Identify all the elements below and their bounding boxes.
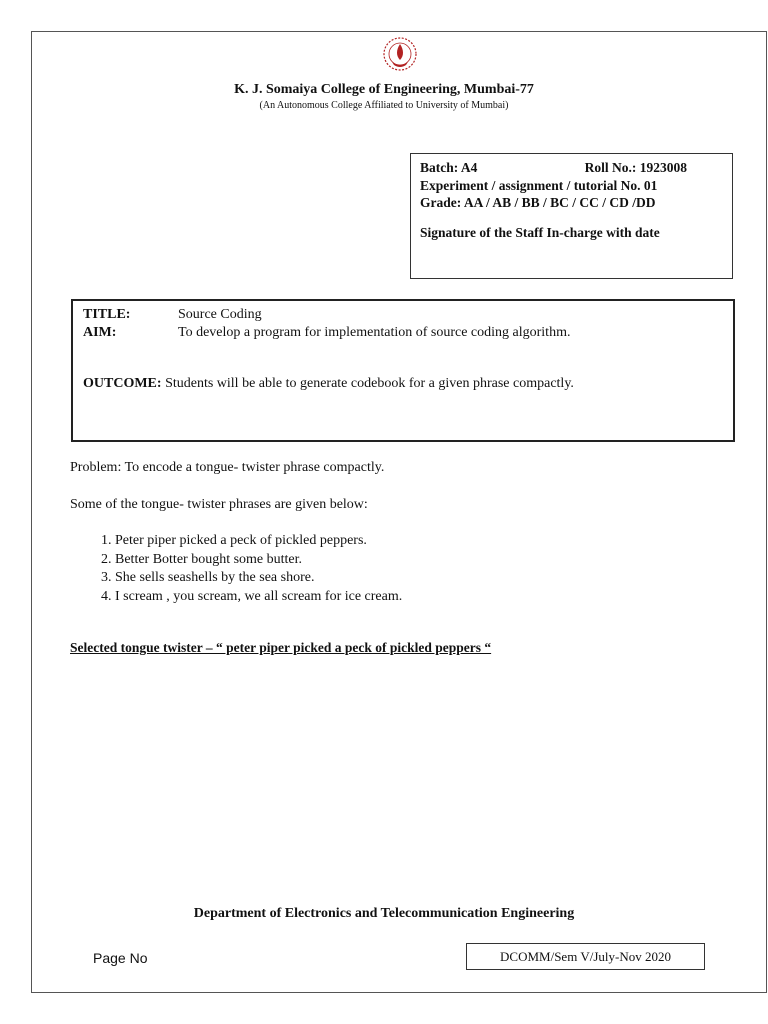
list-item: 3. She sells seashells by the sea shore.	[115, 569, 402, 588]
phrases-intro: Some of the tongue- twister phrases are given below:	[70, 497, 368, 512]
list-item: 1. Peter piper picked a peck of pickled peppers.	[115, 532, 402, 551]
title-box	[71, 299, 735, 442]
department-name: Department of Electronics and Telecommunication Engineering	[193, 906, 575, 921]
aim-label: AIM:	[83, 325, 117, 340]
title-row	[83, 306, 262, 324]
roll-no: Roll No.: 1923008	[584, 160, 687, 175]
list-item: 4. I scream , you scream, we all scream for ice cream.	[115, 588, 402, 607]
signature-label: Signature of the Staff In-charge with date	[420, 224, 660, 240]
list-item: 2. Better Botter bought some butter.	[115, 551, 402, 570]
college-subtitle: (An Autonomous College Affiliated to University of Mumbai)	[259, 100, 509, 111]
batch: Batch: A4	[420, 160, 478, 175]
college-name: K. J. Somaiya College of Engineering, Mumbai-77	[234, 82, 534, 97]
aim-value: To develop a program for implementation of source coding algorithm.	[178, 325, 571, 340]
title-label: TITLE:	[83, 307, 131, 322]
problem-statement: Problem: To encode a tongue- twister phrase compactly.	[70, 460, 385, 475]
batch-roll-row	[420, 159, 723, 177]
grade: Grade: AA / AB / BB / BC / CC / CD /DD	[420, 195, 656, 210]
outcome-value: Students will be able to generate codebook for a given phrase compactly.	[165, 376, 574, 391]
course-code: DCOMM/Sem V/July-Nov 2020	[466, 943, 705, 970]
info-box	[410, 153, 733, 279]
title-value: Source Coding	[178, 307, 262, 322]
college-logo	[376, 34, 424, 76]
phrase-list	[70, 532, 402, 606]
aim-row	[83, 324, 570, 342]
experiment-no: Experiment / assignment / tutorial No. 01	[420, 177, 658, 193]
page-number: Page No	[93, 950, 148, 966]
outcome-row	[83, 375, 574, 393]
outcome-label: OUTCOME:	[83, 376, 162, 391]
selected-twister: Selected tongue twister – “ peter piper picked a peck of pickled peppers “	[70, 640, 492, 655]
